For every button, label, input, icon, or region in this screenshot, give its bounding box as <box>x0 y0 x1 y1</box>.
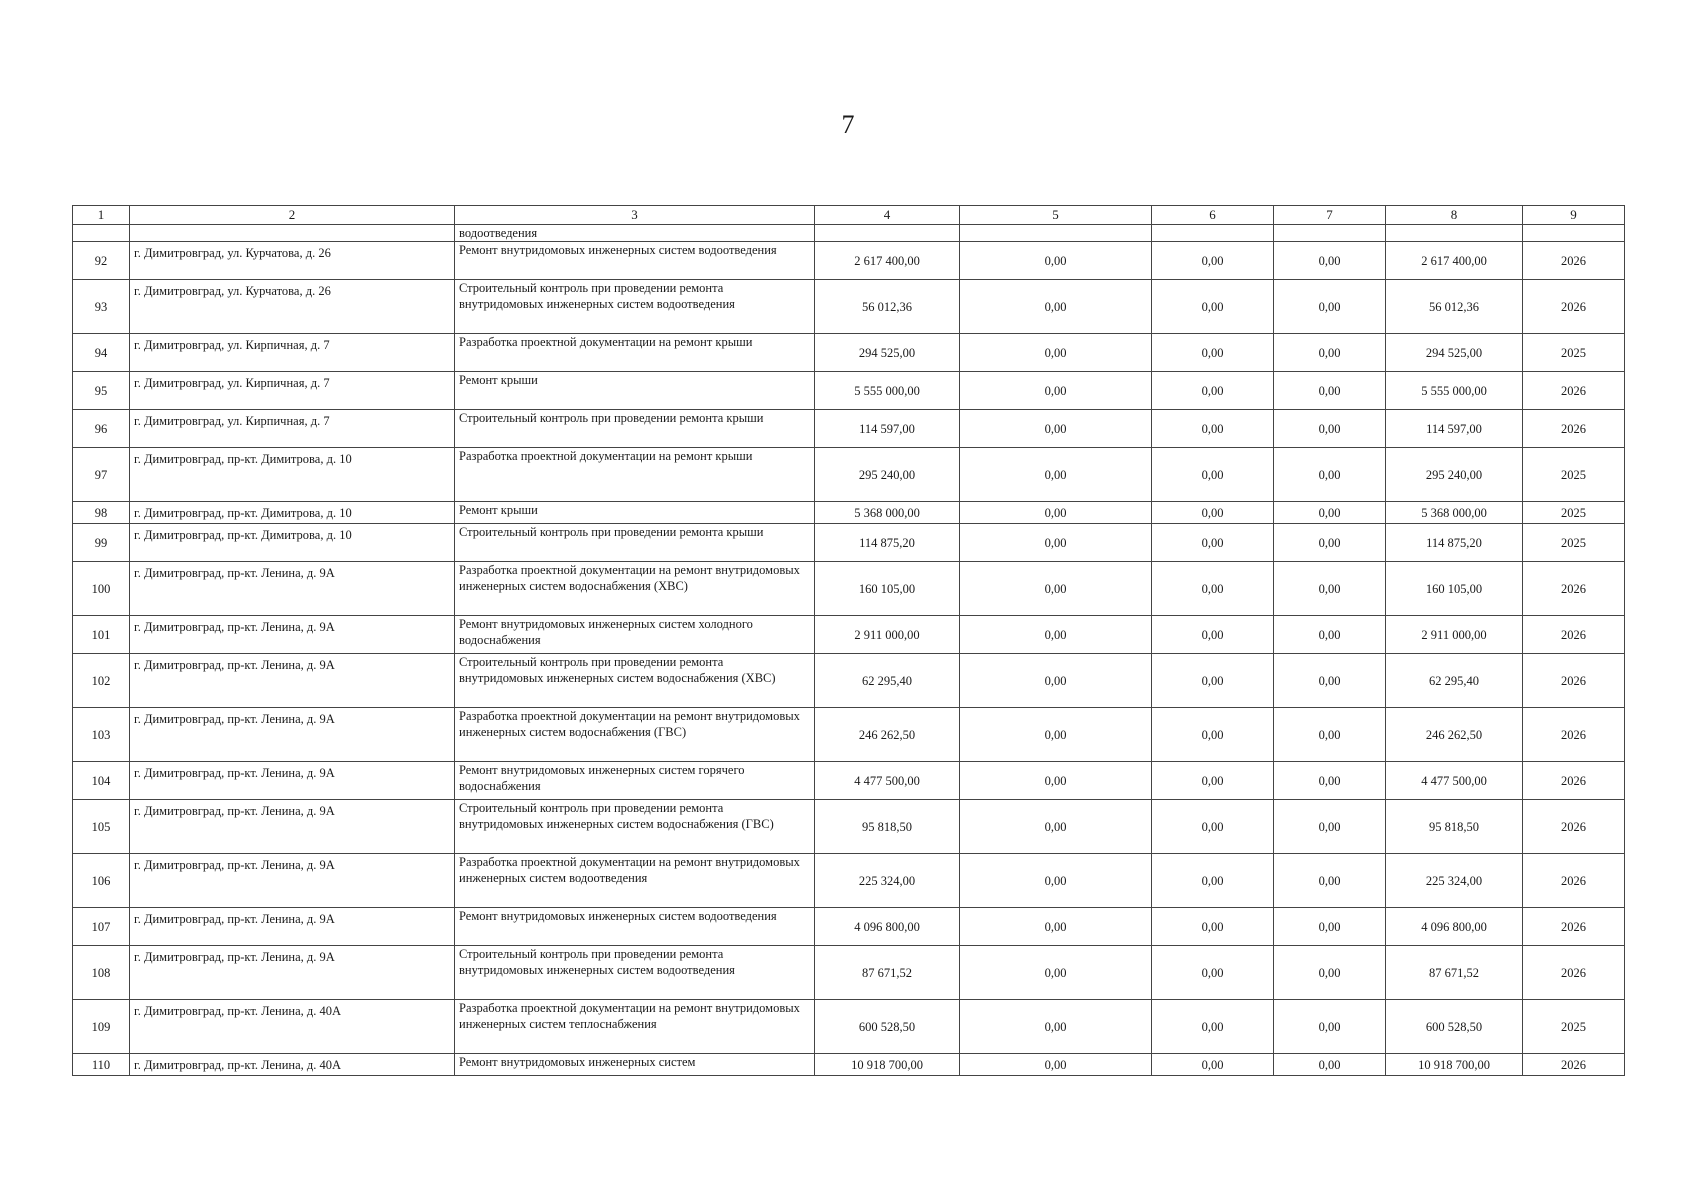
work-description: Разработка проектной документации на ремонт внутридомовых инженерных систем водоснабжения (ГВС) <box>455 708 815 762</box>
address-cell: г. Димитровград, пр-кт. Ленина, д. 9А <box>130 762 455 800</box>
total-cost-cell: 2 617 400,00 <box>815 242 960 280</box>
year-cell: 2025 <box>1523 334 1625 372</box>
funding-cell-7: 0,00 <box>1274 448 1386 502</box>
address-cell: г. Димитровград, ул. Кирпичная, д. 7 <box>130 372 455 410</box>
column-header: 6 <box>1152 206 1274 225</box>
total-cost-cell: 294 525,00 <box>815 334 960 372</box>
year-cell: 2026 <box>1523 372 1625 410</box>
address-cell: г. Димитровград, пр-кт. Димитрова, д. 10 <box>130 502 455 524</box>
total-cost-cell: 5 368 000,00 <box>815 502 960 524</box>
row-number: 109 <box>73 1000 130 1054</box>
row-number: 98 <box>73 502 130 524</box>
year-cell: 2026 <box>1523 946 1625 1000</box>
year-cell: 2026 <box>1523 280 1625 334</box>
funding-cell-6: 0,00 <box>1152 946 1274 1000</box>
total-cost-cell: 160 105,00 <box>815 562 960 616</box>
funding-cell-8: 5 555 000,00 <box>1386 372 1523 410</box>
funding-cell-7: 0,00 <box>1274 946 1386 1000</box>
funding-cell-6: 0,00 <box>1152 800 1274 854</box>
address-cell: г. Димитровград, пр-кт. Ленина, д. 9А <box>130 562 455 616</box>
funding-cell-7: 0,00 <box>1274 1054 1386 1076</box>
row-number: 101 <box>73 616 130 654</box>
row-number: 104 <box>73 762 130 800</box>
funding-cell-7: 0,00 <box>1274 908 1386 946</box>
work-description: Строительный контроль при проведении ремонта крыши <box>455 524 815 562</box>
funding-cell-6: 0,00 <box>1152 502 1274 524</box>
funding-cell-5: 0,00 <box>960 448 1152 502</box>
year-cell: 2026 <box>1523 708 1625 762</box>
address-cell: г. Димитровград, пр-кт. Димитрова, д. 10 <box>130 524 455 562</box>
year-cell: 2025 <box>1523 1000 1625 1054</box>
row-number: 102 <box>73 654 130 708</box>
funding-cell-6: 0,00 <box>1152 708 1274 762</box>
total-cost-cell: 5 555 000,00 <box>815 372 960 410</box>
funding-cell-8: 2 911 000,00 <box>1386 616 1523 654</box>
funding-cell-8: 114 597,00 <box>1386 410 1523 448</box>
table-row <box>73 502 1625 524</box>
continuation-row <box>73 225 1625 242</box>
funding-cell-8: 62 295,40 <box>1386 654 1523 708</box>
work-description: водоотведения <box>455 225 815 242</box>
funding-cell-6: 0,00 <box>1152 334 1274 372</box>
work-description: Разработка проектной документации на ремонт крыши <box>455 334 815 372</box>
work-description: Строительный контроль при проведении ремонта внутридомовых инженерных систем водоотведения <box>455 280 815 334</box>
funding-cell-7: 0,00 <box>1274 562 1386 616</box>
funding-cell-5: 0,00 <box>960 372 1152 410</box>
row-number: 93 <box>73 280 130 334</box>
funding-cell-8: 95 818,50 <box>1386 800 1523 854</box>
table-row <box>73 654 1625 708</box>
funding-cell-8: 87 671,52 <box>1386 946 1523 1000</box>
funding-cell-6: 0,00 <box>1152 562 1274 616</box>
work-description: Разработка проектной документации на ремонт внутридомовых инженерных систем водоснабжения (ХВС) <box>455 562 815 616</box>
funding-cell-7: 0,00 <box>1274 280 1386 334</box>
year-cell: 2026 <box>1523 616 1625 654</box>
work-description: Ремонт внутридомовых инженерных систем <box>455 1054 815 1076</box>
year-cell: 2026 <box>1523 854 1625 908</box>
column-header: 2 <box>130 206 455 225</box>
year-cell: 2025 <box>1523 524 1625 562</box>
funding-cell-8: 600 528,50 <box>1386 1000 1523 1054</box>
row-number: 97 <box>73 448 130 502</box>
address-cell: г. Димитровград, ул. Кирпичная, д. 7 <box>130 334 455 372</box>
address-cell: г. Димитровград, пр-кт. Ленина, д. 9А <box>130 616 455 654</box>
funding-cell-6: 0,00 <box>1152 654 1274 708</box>
work-description: Строительный контроль при проведении ремонта внутридомовых инженерных систем водоснабжения (ГВС) <box>455 800 815 854</box>
row-number: 96 <box>73 410 130 448</box>
funding-cell-5: 0,00 <box>960 524 1152 562</box>
funding-cell-7: 0,00 <box>1274 654 1386 708</box>
total-cost-cell: 2 911 000,00 <box>815 616 960 654</box>
work-description: Ремонт внутридомовых инженерных систем холодного водоснабжения <box>455 616 815 654</box>
work-description: Ремонт крыши <box>455 502 815 524</box>
table-row <box>73 908 1625 946</box>
table-row <box>73 1000 1625 1054</box>
funding-cell-7: 0,00 <box>1274 502 1386 524</box>
work-description: Ремонт внутридомовых инженерных систем горячего водоснабжения <box>455 762 815 800</box>
funding-cell-7: 0,00 <box>1274 372 1386 410</box>
row-number: 100 <box>73 562 130 616</box>
funding-cell-5: 0,00 <box>960 410 1152 448</box>
table-row <box>73 280 1625 334</box>
table-row <box>73 448 1625 502</box>
year-cell: 2026 <box>1523 800 1625 854</box>
funding-cell-7: 0,00 <box>1274 708 1386 762</box>
table-row <box>73 854 1625 908</box>
funding-cell-7: 0,00 <box>1274 242 1386 280</box>
address-cell: г. Димитровград, пр-кт. Ленина, д. 9А <box>130 800 455 854</box>
page-number: 7 <box>841 110 855 139</box>
total-cost-cell: 246 262,50 <box>815 708 960 762</box>
column-header: 1 <box>73 206 130 225</box>
total-cost-cell: 225 324,00 <box>815 854 960 908</box>
funding-cell-8: 2 617 400,00 <box>1386 242 1523 280</box>
year-cell: 2026 <box>1523 908 1625 946</box>
work-description: Разработка проектной документации на ремонт внутридомовых инженерных систем водоотведения <box>455 854 815 908</box>
year-cell: 2026 <box>1523 242 1625 280</box>
address-cell: г. Димитровград, ул. Кирпичная, д. 7 <box>130 410 455 448</box>
work-schedule-table <box>72 205 1625 1076</box>
funding-cell-8: 160 105,00 <box>1386 562 1523 616</box>
work-description: Строительный контроль при проведении ремонта внутридомовых инженерных систем водоснабжения (ХВС) <box>455 654 815 708</box>
year-cell: 2026 <box>1523 562 1625 616</box>
address-cell: г. Димитровград, пр-кт. Ленина, д. 9А <box>130 708 455 762</box>
year-cell: 2026 <box>1523 1054 1625 1076</box>
funding-cell-8: 4 477 500,00 <box>1386 762 1523 800</box>
year-cell: 2026 <box>1523 762 1625 800</box>
total-cost-cell: 95 818,50 <box>815 800 960 854</box>
table-row <box>73 410 1625 448</box>
year-cell: 2025 <box>1523 502 1625 524</box>
funding-cell-8: 225 324,00 <box>1386 854 1523 908</box>
row-number: 106 <box>73 854 130 908</box>
row-number: 110 <box>73 1054 130 1076</box>
funding-cell-5: 0,00 <box>960 280 1152 334</box>
address-cell: г. Димитровград, пр-кт. Ленина, д. 40А <box>130 1000 455 1054</box>
total-cost-cell: 4 477 500,00 <box>815 762 960 800</box>
table-row <box>73 800 1625 854</box>
total-cost-cell: 114 597,00 <box>815 410 960 448</box>
funding-cell-6: 0,00 <box>1152 1054 1274 1076</box>
address-cell: г. Димитровград, ул. Курчатова, д. 26 <box>130 242 455 280</box>
row-number: 103 <box>73 708 130 762</box>
column-number-header <box>73 206 1625 225</box>
column-header: 8 <box>1386 206 1523 225</box>
table-row <box>73 762 1625 800</box>
funding-cell-5: 0,00 <box>960 502 1152 524</box>
table-row <box>73 524 1625 562</box>
funding-cell-8: 246 262,50 <box>1386 708 1523 762</box>
funding-cell-5: 0,00 <box>960 854 1152 908</box>
funding-cell-7: 0,00 <box>1274 762 1386 800</box>
funding-cell-5: 0,00 <box>960 800 1152 854</box>
funding-cell-5: 0,00 <box>960 334 1152 372</box>
funding-cell-8: 295 240,00 <box>1386 448 1523 502</box>
year-cell: 2026 <box>1523 410 1625 448</box>
funding-cell-6: 0,00 <box>1152 448 1274 502</box>
year-cell: 2025 <box>1523 448 1625 502</box>
work-description: Разработка проектной документации на ремонт крыши <box>455 448 815 502</box>
funding-cell-5: 0,00 <box>960 562 1152 616</box>
funding-cell-6: 0,00 <box>1152 372 1274 410</box>
column-header: 5 <box>960 206 1152 225</box>
address-cell: г. Димитровград, пр-кт. Ленина, д. 9А <box>130 908 455 946</box>
funding-cell-6: 0,00 <box>1152 908 1274 946</box>
table-row <box>73 708 1625 762</box>
total-cost-cell: 10 918 700,00 <box>815 1054 960 1076</box>
funding-cell-5: 0,00 <box>960 946 1152 1000</box>
funding-cell-8: 4 096 800,00 <box>1386 908 1523 946</box>
funding-cell-6: 0,00 <box>1152 854 1274 908</box>
column-header: 9 <box>1523 206 1625 225</box>
funding-cell-8: 56 012,36 <box>1386 280 1523 334</box>
column-header: 3 <box>455 206 815 225</box>
table-row <box>73 242 1625 280</box>
funding-cell-6: 0,00 <box>1152 616 1274 654</box>
total-cost-cell: 600 528,50 <box>815 1000 960 1054</box>
funding-cell-6: 0,00 <box>1152 524 1274 562</box>
funding-cell-5: 0,00 <box>960 762 1152 800</box>
funding-cell-8: 10 918 700,00 <box>1386 1054 1523 1076</box>
funding-cell-7: 0,00 <box>1274 410 1386 448</box>
funding-cell-5: 0,00 <box>960 616 1152 654</box>
funding-cell-6: 0,00 <box>1152 1000 1274 1054</box>
table-row <box>73 334 1625 372</box>
total-cost-cell: 56 012,36 <box>815 280 960 334</box>
work-description: Строительный контроль при проведении ремонта крыши <box>455 410 815 448</box>
total-cost-cell: 87 671,52 <box>815 946 960 1000</box>
funding-cell-6: 0,00 <box>1152 410 1274 448</box>
row-number: 94 <box>73 334 130 372</box>
address-cell: г. Димитровград, ул. Курчатова, д. 26 <box>130 280 455 334</box>
funding-cell-8: 294 525,00 <box>1386 334 1523 372</box>
address-cell: г. Димитровград, пр-кт. Ленина, д. 9А <box>130 654 455 708</box>
work-description: Ремонт крыши <box>455 372 815 410</box>
funding-cell-6: 0,00 <box>1152 280 1274 334</box>
address-cell: г. Димитровград, пр-кт. Ленина, д. 9А <box>130 946 455 1000</box>
row-number: 108 <box>73 946 130 1000</box>
address-cell: г. Димитровград, пр-кт. Димитрова, д. 10 <box>130 448 455 502</box>
table-row <box>73 616 1625 654</box>
funding-cell-5: 0,00 <box>960 908 1152 946</box>
work-schedule-sheet <box>72 205 1624 1076</box>
total-cost-cell: 295 240,00 <box>815 448 960 502</box>
funding-cell-7: 0,00 <box>1274 800 1386 854</box>
work-description: Ремонт внутридомовых инженерных систем водоотведения <box>455 242 815 280</box>
row-number: 105 <box>73 800 130 854</box>
funding-cell-7: 0,00 <box>1274 524 1386 562</box>
column-header: 7 <box>1274 206 1386 225</box>
column-header: 4 <box>815 206 960 225</box>
funding-cell-7: 0,00 <box>1274 616 1386 654</box>
row-number: 95 <box>73 372 130 410</box>
table-row <box>73 1054 1625 1076</box>
address-cell: г. Димитровград, пр-кт. Ленина, д. 9А <box>130 854 455 908</box>
work-description: Разработка проектной документации на ремонт внутридомовых инженерных систем теплоснабжения <box>455 1000 815 1054</box>
funding-cell-5: 0,00 <box>960 242 1152 280</box>
funding-cell-5: 0,00 <box>960 1054 1152 1076</box>
year-cell: 2026 <box>1523 654 1625 708</box>
funding-cell-7: 0,00 <box>1274 1000 1386 1054</box>
row-number: 92 <box>73 242 130 280</box>
table-row <box>73 562 1625 616</box>
row-number: 99 <box>73 524 130 562</box>
funding-cell-5: 0,00 <box>960 654 1152 708</box>
table-row <box>73 946 1625 1000</box>
funding-cell-6: 0,00 <box>1152 242 1274 280</box>
funding-cell-8: 114 875,20 <box>1386 524 1523 562</box>
total-cost-cell: 4 096 800,00 <box>815 908 960 946</box>
funding-cell-6: 0,00 <box>1152 762 1274 800</box>
funding-cell-7: 0,00 <box>1274 854 1386 908</box>
funding-cell-5: 0,00 <box>960 708 1152 762</box>
funding-cell-8: 5 368 000,00 <box>1386 502 1523 524</box>
total-cost-cell: 114 875,20 <box>815 524 960 562</box>
funding-cell-5: 0,00 <box>960 1000 1152 1054</box>
table-row <box>73 372 1625 410</box>
address-cell: г. Димитровград, пр-кт. Ленина, д. 40А <box>130 1054 455 1076</box>
row-number: 107 <box>73 908 130 946</box>
work-description: Строительный контроль при проведении ремонта внутридомовых инженерных систем водоотведения <box>455 946 815 1000</box>
funding-cell-7: 0,00 <box>1274 334 1386 372</box>
work-description: Ремонт внутридомовых инженерных систем водоотведения <box>455 908 815 946</box>
total-cost-cell: 62 295,40 <box>815 654 960 708</box>
